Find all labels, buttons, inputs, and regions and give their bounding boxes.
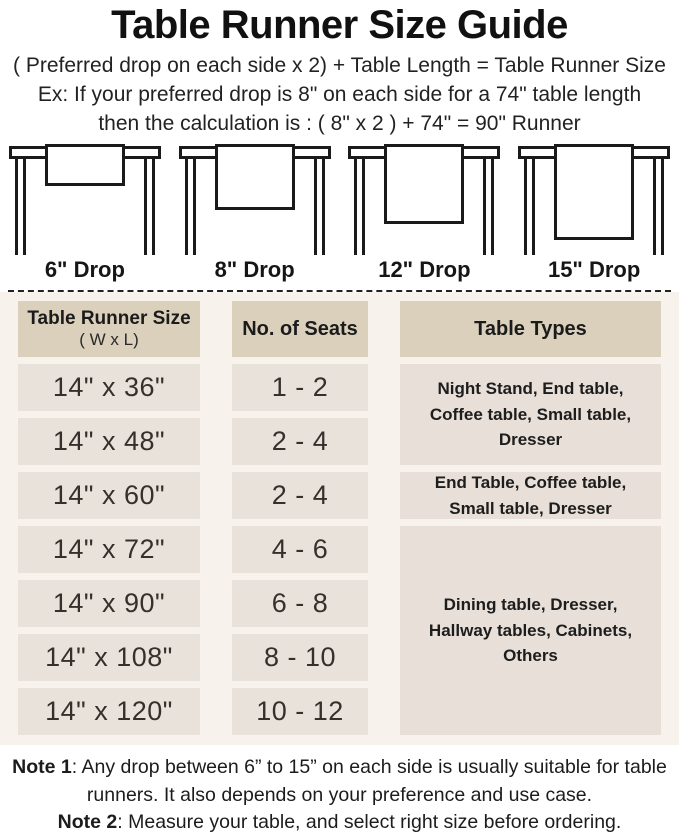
table-leg-right bbox=[144, 159, 155, 255]
size-guide-table-section bbox=[0, 292, 679, 745]
table-diagram bbox=[179, 144, 331, 256]
types-cell-group-3: Dining table, Dresser, Hallway tables, Cabinets, Others bbox=[400, 526, 661, 735]
seats-cell-row-4: 4 - 6 bbox=[232, 526, 368, 573]
size-cell-row-3: 14" x 60" bbox=[18, 472, 200, 519]
note-2-label: Note 2 bbox=[57, 811, 118, 834]
size-cell-row-2: 14" x 48" bbox=[18, 418, 200, 465]
drop-diagrams-row bbox=[0, 144, 679, 256]
header-size-title: Table Runner Size bbox=[27, 308, 191, 330]
table-leg-left bbox=[185, 159, 196, 255]
runner-shape bbox=[554, 144, 634, 240]
notes-section bbox=[0, 754, 679, 837]
formula-line-3: then the calculation is : ( 8" x 2 ) + 74" = 90" Runner bbox=[98, 112, 581, 136]
table-diagram bbox=[518, 144, 670, 256]
table-leg-right bbox=[483, 159, 494, 255]
size-cell-row-5: 14" x 90" bbox=[18, 580, 200, 627]
table-leg-right bbox=[653, 159, 664, 255]
header-size-subtitle: ( W x L) bbox=[79, 330, 139, 350]
header-cell-size bbox=[18, 301, 200, 357]
diagram-8-inch-drop bbox=[170, 144, 340, 256]
seats-cell-row-2: 2 - 4 bbox=[232, 418, 368, 465]
table-leg-left bbox=[15, 159, 26, 255]
seats-cell-row-7: 10 - 12 bbox=[232, 688, 368, 735]
size-cell-row-7: 14" x 120" bbox=[18, 688, 200, 735]
size-guide-table bbox=[18, 301, 661, 735]
seats-cell-row-1: 1 - 2 bbox=[232, 364, 368, 411]
note-2-text: : Measure your table, and select right size before ordering. bbox=[117, 811, 622, 834]
note-2 bbox=[6, 809, 673, 837]
drop-labels-row bbox=[0, 257, 679, 283]
page-title: Table Runner Size Guide bbox=[111, 3, 568, 47]
seats-cell-row-6: 8 - 10 bbox=[232, 634, 368, 681]
runner-shape bbox=[215, 144, 295, 210]
note-1-label: Note 1 bbox=[12, 756, 72, 779]
header-cell-seats bbox=[232, 301, 368, 357]
table-leg-left bbox=[354, 159, 365, 255]
size-cell-row-6: 14" x 108" bbox=[18, 634, 200, 681]
runner-shape bbox=[384, 144, 464, 224]
types-cell-group-1: Night Stand, End table, Coffee table, Small table, Dresser bbox=[400, 364, 661, 465]
diagram-15-inch-drop bbox=[509, 144, 679, 256]
diagram-6-inch-drop bbox=[0, 144, 170, 256]
seats-cell-row-5: 6 - 8 bbox=[232, 580, 368, 627]
types-cell-group-2: End Table, Coffee table, Small table, Dresser bbox=[400, 472, 661, 519]
header-cell-types bbox=[400, 301, 661, 357]
table-leg-right bbox=[314, 159, 325, 255]
drop-label-8: 8" Drop bbox=[214, 257, 295, 283]
table-leg-left bbox=[524, 159, 535, 255]
formula-line-2: Ex: If your preferred drop is 8" on each side for a 74" table length bbox=[37, 83, 642, 107]
diagram-12-inch-drop bbox=[340, 144, 510, 256]
drop-label-15: 15" Drop bbox=[547, 257, 641, 283]
note-1 bbox=[6, 754, 673, 809]
table-diagram bbox=[348, 144, 500, 256]
header-types-label: Table Types bbox=[474, 317, 587, 340]
formula-line-1: ( Preferred drop on each side x 2) + Table Length = Table Runner Size bbox=[13, 54, 666, 77]
note-1-text: : Any drop between 6” to 15” on each side is usually suitable for table runners. It also depends on your preference and use case. bbox=[71, 756, 667, 806]
drop-label-6: 6" Drop bbox=[44, 257, 125, 283]
size-cell-row-1: 14" x 36" bbox=[18, 364, 200, 411]
table-diagram bbox=[9, 144, 161, 256]
size-cell-row-4: 14" x 72" bbox=[18, 526, 200, 573]
seats-cell-row-3: 2 - 4 bbox=[232, 472, 368, 519]
header-seats-label: No. of Seats bbox=[242, 317, 358, 340]
drop-label-12: 12" Drop bbox=[378, 257, 471, 283]
runner-shape bbox=[45, 144, 125, 186]
